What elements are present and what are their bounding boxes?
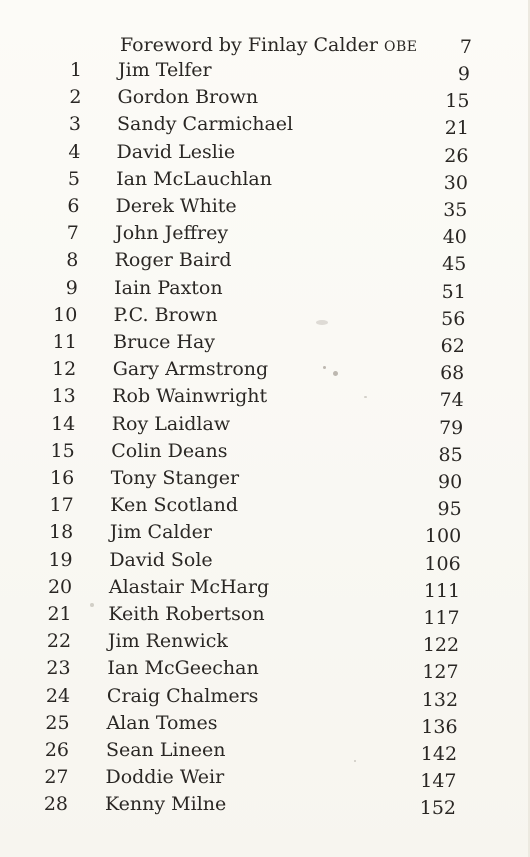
chapter-number: 20 (47, 575, 73, 598)
chapter-row (0, 657, 480, 684)
chapter-number: 6 (67, 195, 80, 217)
chapter-row (0, 793, 480, 820)
chapter-page-number: 62 (440, 335, 465, 357)
paper-speck (354, 760, 356, 762)
chapter-number: 24 (45, 684, 71, 707)
chapter-name: David Leslie (116, 140, 236, 163)
chapter-number: 26 (44, 739, 70, 761)
chapter-number: 28 (43, 793, 68, 816)
chapter-name: Tony Stanger (110, 467, 240, 489)
chapter-row (0, 413, 480, 437)
paper-speck (316, 320, 328, 325)
chapter-name: Ian McLauchlan (116, 167, 272, 190)
foreword-entry (120, 34, 418, 56)
chapter-page-number: 21 (444, 117, 469, 140)
chapter-name: Roger Baird (114, 249, 232, 272)
chapter-row (0, 576, 480, 600)
chapter-row (0, 766, 480, 793)
chapter-number: 27 (44, 766, 69, 789)
chapter-row (0, 168, 480, 192)
chapter-row (0, 195, 480, 219)
chapter-row (0, 277, 480, 301)
chapter-number: 7 (66, 222, 79, 245)
chapter-name: Gordon Brown (117, 86, 259, 109)
chapter-number: 23 (46, 657, 71, 680)
chapter-row (0, 358, 480, 385)
chapter-row (0, 222, 480, 249)
foreword-label: Foreword by Finlay Calder (120, 34, 378, 56)
chapter-page-number: 35 (443, 199, 468, 221)
chapter-page-number: 68 (440, 362, 465, 385)
chapter-page-number: 56 (441, 307, 466, 330)
chapter-row (0, 249, 480, 276)
chapter-page-number: 95 (437, 498, 462, 521)
chapter-page-number: 74 (439, 389, 464, 412)
chapter-name: Rob Wainwright (112, 385, 268, 408)
chapter-page-number: 142 (420, 743, 458, 765)
chapter-number: 18 (48, 521, 74, 544)
foreword-page-number: 7 (459, 36, 472, 58)
chapter-page-number: 111 (423, 579, 461, 602)
chapter-page-number: 106 (424, 552, 461, 575)
chapter-number: 2 (69, 86, 82, 109)
chapter-name: Gary Armstrong (112, 358, 269, 381)
chapter-name: Doddie Weir (105, 766, 225, 789)
chapter-page-number: 147 (420, 770, 457, 793)
chapter-name: Alastair McHarg (108, 575, 270, 598)
chapter-page-number: 136 (421, 715, 458, 738)
chapter-number: 21 (47, 603, 72, 625)
chapter-name: Keith Robertson (108, 603, 265, 625)
chapter-number: 12 (52, 358, 77, 381)
chapter-page-number: 152 (419, 797, 456, 820)
chapter-row (0, 521, 480, 548)
chapter-number: 22 (46, 630, 72, 653)
chapter-row (0, 630, 480, 657)
chapter-name: Craig Chalmers (106, 684, 259, 707)
chapter-name: Jim Calder (109, 521, 212, 544)
chapter-name: David Sole (109, 548, 213, 571)
chapter-number: 15 (50, 439, 75, 462)
foreword-honour: OBE (384, 39, 418, 55)
chapter-name: Alan Tomes (106, 711, 218, 734)
chapter-page-number: 9 (457, 63, 470, 85)
chapter-row (0, 494, 480, 521)
chapter-page-number: 127 (422, 661, 459, 684)
chapter-number: 14 (51, 412, 76, 435)
chapter-row (0, 113, 480, 140)
chapter-row (0, 440, 480, 464)
chapter-number: 4 (68, 140, 81, 163)
chapter-row (0, 304, 480, 328)
chapter-row (0, 603, 480, 627)
chapter-number: 9 (65, 276, 78, 299)
paper-speck (323, 366, 326, 369)
chapter-row (0, 467, 480, 491)
chapter-row (0, 59, 480, 83)
chapter-number: 13 (51, 385, 76, 408)
chapter-row (0, 86, 480, 113)
chapter-page-number: 51 (441, 280, 466, 303)
chapter-number: 5 (67, 167, 80, 190)
chapter-page-number: 79 (439, 416, 464, 439)
chapter-row (0, 739, 480, 763)
chapter-name: P.C. Brown (113, 303, 218, 326)
chapter-number: 17 (49, 494, 74, 517)
chapter-page-number: 26 (444, 144, 469, 167)
chapter-page-number: 15 (445, 90, 470, 113)
chapter-number: 19 (48, 548, 73, 571)
chapter-name: Sandy Carmichael (117, 113, 294, 136)
chapter-name: Jim Telfer (118, 59, 212, 81)
chapter-name: Derek White (115, 195, 237, 217)
chapter-name: Iain Paxton (114, 276, 223, 299)
chapter-name: Jim Renwick (107, 630, 228, 653)
chapter-row (0, 685, 480, 709)
chapter-name: John Jeffrey (115, 222, 229, 245)
chapter-row (0, 141, 480, 165)
paper-speck (364, 396, 367, 398)
chapter-page-number: 90 (438, 471, 463, 493)
chapter-page-number: 132 (421, 688, 459, 711)
chapter-page-number: 40 (442, 226, 467, 249)
chapter-number: 8 (66, 249, 79, 272)
chapter-name: Ken Scotland (110, 494, 239, 517)
chapter-row (0, 331, 480, 355)
chapter-page-number: 30 (443, 171, 468, 194)
chapter-page-number: 85 (438, 443, 463, 466)
chapter-row (0, 712, 480, 736)
chapter-page-number: 45 (442, 253, 467, 276)
chapter-name: Ian McGeechan (107, 657, 259, 680)
chapter-page-number: 122 (422, 634, 460, 657)
chapter-name: Kenny Milne (105, 793, 227, 816)
chapter-name: Colin Deans (111, 439, 228, 462)
chapter-name: Roy Laidlaw (111, 412, 231, 435)
chapter-number: 11 (52, 331, 77, 353)
chapter-number: 10 (53, 303, 78, 326)
paper-speck (333, 371, 338, 376)
chapter-name: Sean Lineen (105, 739, 226, 761)
chapter-page-number: 100 (424, 525, 462, 548)
chapter-name: Bruce Hay (113, 331, 216, 353)
chapter-number: 16 (50, 467, 75, 489)
chapter-row (0, 549, 480, 573)
chapter-number: 1 (69, 59, 82, 81)
chapter-number: 3 (68, 113, 81, 136)
chapter-number: 25 (45, 711, 70, 734)
paper-speck (90, 603, 94, 607)
chapter-page-number: 117 (423, 607, 460, 629)
chapter-row (0, 385, 480, 412)
